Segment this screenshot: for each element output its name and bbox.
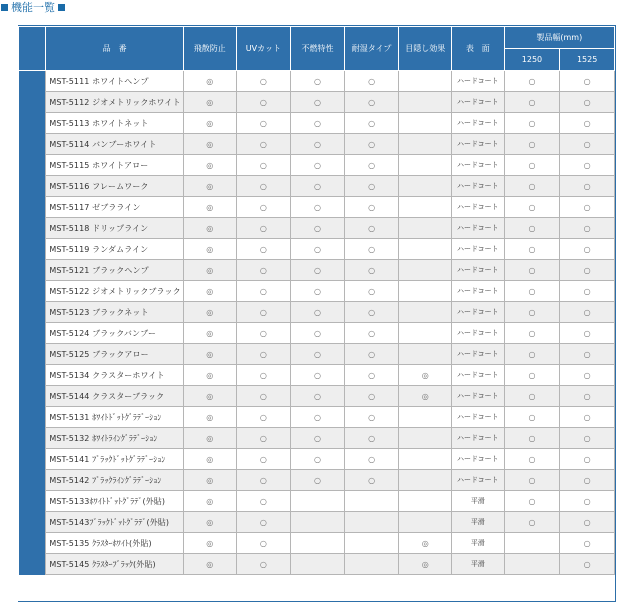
water-mark <box>344 554 399 575</box>
water-mark: ○ <box>344 260 399 281</box>
scatter-mark: ◎ <box>183 134 236 155</box>
uv-mark: ○ <box>236 491 291 512</box>
privacy-mark <box>399 176 452 197</box>
product-name: MST-5123 ブラックネット <box>46 302 184 323</box>
product-name: MST-5117 ゼブラライン <box>46 197 184 218</box>
privacy-mark <box>399 155 452 176</box>
uv-mark: ○ <box>236 260 291 281</box>
row-side-cell <box>19 92 46 113</box>
row-side-cell <box>19 344 46 365</box>
width-1525-mark: ○ <box>560 491 615 512</box>
width-1250-mark: ○ <box>504 134 560 155</box>
scatter-mark: ◎ <box>183 554 236 575</box>
uv-mark: ○ <box>236 344 291 365</box>
row-side-cell <box>19 260 46 281</box>
scatter-mark: ◎ <box>183 113 236 134</box>
scatter-mark: ◎ <box>183 491 236 512</box>
privacy-mark: ◎ <box>399 365 452 386</box>
nonflam-mark: ○ <box>291 428 345 449</box>
table-row <box>19 155 615 176</box>
nonflam-mark: ○ <box>291 386 345 407</box>
width-1525-mark: ○ <box>560 533 615 554</box>
scatter-mark: ◎ <box>183 176 236 197</box>
scatter-mark: ◎ <box>183 533 236 554</box>
nonflam-mark <box>291 491 345 512</box>
uv-mark: ○ <box>236 365 291 386</box>
nonflam-mark <box>291 554 345 575</box>
nonflam-mark: ○ <box>291 134 345 155</box>
row-side-cell <box>19 554 46 575</box>
table-row <box>19 281 615 302</box>
width-1250-mark: ○ <box>504 449 560 470</box>
privacy-mark: ◎ <box>399 554 452 575</box>
width-1525-mark: ○ <box>560 197 615 218</box>
width-1250-mark <box>504 533 560 554</box>
scatter-mark: ◎ <box>183 344 236 365</box>
row-side-cell <box>19 407 46 428</box>
nonflam-mark <box>291 512 345 533</box>
width-1250-mark: ○ <box>504 197 560 218</box>
square-bullet-icon <box>1 4 8 11</box>
water-mark: ○ <box>344 176 399 197</box>
product-name: MST-5132 ﾎﾜｲﾄﾗｲﾝｸﾞﾗﾃﾞｰｼｮﾝ <box>46 428 184 449</box>
uv-mark: ○ <box>236 533 291 554</box>
row-side-cell <box>19 449 46 470</box>
water-mark <box>344 491 399 512</box>
width-1525-mark: ○ <box>560 428 615 449</box>
table-row <box>19 407 615 428</box>
scatter-mark: ◎ <box>183 386 236 407</box>
product-name: MST-5131 ﾎﾜｲﾄﾄﾞｯﾄｸﾞﾗﾃﾞｰｼｮﾝ <box>46 407 184 428</box>
square-bullet-icon <box>58 4 65 11</box>
table-row <box>19 176 615 197</box>
scatter-mark: ◎ <box>183 302 236 323</box>
product-name: MST-5116 フレームワーク <box>46 176 184 197</box>
water-mark: ○ <box>344 92 399 113</box>
table-row <box>19 512 615 533</box>
width-1250-mark: ○ <box>504 512 560 533</box>
header-side-cell <box>19 27 46 71</box>
privacy-mark <box>399 428 452 449</box>
privacy-mark <box>399 449 452 470</box>
privacy-mark <box>399 323 452 344</box>
product-name: MST-5122 ジオメトリックブラック <box>46 281 184 302</box>
uv-mark: ○ <box>236 176 291 197</box>
table-row <box>19 134 615 155</box>
product-name: MST-5114 バンブーホワイト <box>46 134 184 155</box>
width-1525-mark: ○ <box>560 449 615 470</box>
table-row <box>19 470 615 491</box>
scatter-mark: ◎ <box>183 92 236 113</box>
surface-type: 平滑 <box>452 533 505 554</box>
water-mark: ○ <box>344 428 399 449</box>
nonflam-mark: ○ <box>291 323 345 344</box>
water-mark: ○ <box>344 449 399 470</box>
row-side-cell <box>19 386 46 407</box>
uv-mark: ○ <box>236 134 291 155</box>
width-1525-mark: ○ <box>560 470 615 491</box>
width-1525-mark: ○ <box>560 218 615 239</box>
width-1250-mark: ○ <box>504 92 560 113</box>
width-1525-mark: ○ <box>560 281 615 302</box>
surface-type: ハードコート <box>452 218 505 239</box>
surface-type: 平滑 <box>452 491 505 512</box>
feature-table-container <box>18 25 616 602</box>
privacy-mark: ◎ <box>399 386 452 407</box>
surface-type: ハードコート <box>452 407 505 428</box>
product-name: MST-5121 ブラックヘンプ <box>46 260 184 281</box>
privacy-mark <box>399 302 452 323</box>
width-1525-mark: ○ <box>560 365 615 386</box>
product-name: MST-5144 クラスターブラック <box>46 386 184 407</box>
table-row <box>19 260 615 281</box>
width-1250-mark: ○ <box>504 386 560 407</box>
privacy-mark <box>399 470 452 491</box>
width-1525-mark: ○ <box>560 407 615 428</box>
uv-mark: ○ <box>236 239 291 260</box>
product-name: MST-5143ﾌﾞﾗｯｸﾄﾞｯﾄｸﾞﾗﾃﾞ(外貼) <box>46 512 184 533</box>
surface-type: ハードコート <box>452 302 505 323</box>
privacy-mark <box>399 407 452 428</box>
width-1525-mark: ○ <box>560 260 615 281</box>
feature-table-body <box>19 71 615 575</box>
header-water: 耐湿タイプ <box>344 27 399 71</box>
surface-type: ハードコート <box>452 470 505 491</box>
nonflam-mark: ○ <box>291 302 345 323</box>
width-1250-mark: ○ <box>504 281 560 302</box>
section-heading-text: 機能一覧 <box>11 1 55 14</box>
uv-mark: ○ <box>236 197 291 218</box>
row-side-cell <box>19 71 46 92</box>
row-side-cell <box>19 155 46 176</box>
privacy-mark <box>399 197 452 218</box>
width-1525-mark: ○ <box>560 92 615 113</box>
privacy-mark <box>399 491 452 512</box>
row-side-cell <box>19 470 46 491</box>
width-1250-mark: ○ <box>504 407 560 428</box>
privacy-mark: ◎ <box>399 533 452 554</box>
table-row <box>19 113 615 134</box>
nonflam-mark: ○ <box>291 407 345 428</box>
width-1250-mark: ○ <box>504 428 560 449</box>
surface-type: ハードコート <box>452 386 505 407</box>
privacy-mark <box>399 512 452 533</box>
privacy-mark <box>399 281 452 302</box>
row-side-cell <box>19 491 46 512</box>
scatter-mark: ◎ <box>183 260 236 281</box>
width-1525-mark: ○ <box>560 554 615 575</box>
width-1525-mark: ○ <box>560 176 615 197</box>
header-scatter: 飛散防止 <box>183 27 236 71</box>
water-mark: ○ <box>344 113 399 134</box>
privacy-mark <box>399 113 452 134</box>
row-side-cell <box>19 281 46 302</box>
surface-type: ハードコート <box>452 428 505 449</box>
width-1525-mark: ○ <box>560 239 615 260</box>
row-side-cell <box>19 176 46 197</box>
width-1250-mark: ○ <box>504 470 560 491</box>
nonflam-mark: ○ <box>291 71 345 92</box>
surface-type: ハードコート <box>452 365 505 386</box>
nonflam-mark <box>291 533 345 554</box>
privacy-mark <box>399 260 452 281</box>
water-mark: ○ <box>344 197 399 218</box>
header-width-group: 製品幅(mm) <box>504 27 614 49</box>
surface-type: ハードコート <box>452 134 505 155</box>
width-1525-mark: ○ <box>560 155 615 176</box>
width-1525-mark: ○ <box>560 134 615 155</box>
nonflam-mark: ○ <box>291 197 345 218</box>
uv-mark: ○ <box>236 71 291 92</box>
uv-mark: ○ <box>236 218 291 239</box>
nonflam-mark: ○ <box>291 449 345 470</box>
nonflam-mark: ○ <box>291 281 345 302</box>
privacy-mark <box>399 218 452 239</box>
width-1250-mark <box>504 554 560 575</box>
width-1525-mark: ○ <box>560 323 615 344</box>
row-side-cell <box>19 239 46 260</box>
nonflam-mark: ○ <box>291 344 345 365</box>
table-row <box>19 344 615 365</box>
water-mark: ○ <box>344 218 399 239</box>
privacy-mark <box>399 71 452 92</box>
width-1250-mark: ○ <box>504 365 560 386</box>
nonflam-mark: ○ <box>291 239 345 260</box>
uv-mark: ○ <box>236 449 291 470</box>
uv-mark: ○ <box>236 302 291 323</box>
row-side-cell <box>19 134 46 155</box>
scatter-mark: ◎ <box>183 155 236 176</box>
product-name: MST-5145 ｸﾗｽﾀｰﾌﾞﾗｯｸ(外貼) <box>46 554 184 575</box>
scatter-mark: ◎ <box>183 281 236 302</box>
table-row <box>19 302 615 323</box>
uv-mark: ○ <box>236 407 291 428</box>
uv-mark: ○ <box>236 323 291 344</box>
width-1525-mark: ○ <box>560 386 615 407</box>
water-mark: ○ <box>344 281 399 302</box>
uv-mark: ○ <box>236 428 291 449</box>
water-mark: ○ <box>344 155 399 176</box>
width-1250-mark: ○ <box>504 71 560 92</box>
scatter-mark: ◎ <box>183 428 236 449</box>
scatter-mark: ◎ <box>183 239 236 260</box>
nonflam-mark: ○ <box>291 260 345 281</box>
product-name: MST-5112 ジオメトリックホワイト <box>46 92 184 113</box>
water-mark: ○ <box>344 323 399 344</box>
table-row <box>19 323 615 344</box>
uv-mark: ○ <box>236 281 291 302</box>
privacy-mark <box>399 344 452 365</box>
scatter-mark: ◎ <box>183 323 236 344</box>
table-row <box>19 218 615 239</box>
nonflam-mark: ○ <box>291 470 345 491</box>
scatter-mark: ◎ <box>183 365 236 386</box>
water-mark: ○ <box>344 134 399 155</box>
product-name: MST-5111 ホワイトヘンプ <box>46 71 184 92</box>
feature-table <box>18 26 615 575</box>
nonflam-mark: ○ <box>291 113 345 134</box>
uv-mark: ○ <box>236 512 291 533</box>
row-side-cell <box>19 113 46 134</box>
product-name: MST-5135 ｸﾗｽﾀｰﾎﾜｲﾄ(外貼) <box>46 533 184 554</box>
width-1250-mark: ○ <box>504 491 560 512</box>
surface-type: ハードコート <box>452 239 505 260</box>
surface-type: 平滑 <box>452 512 505 533</box>
surface-type: 平滑 <box>452 554 505 575</box>
water-mark <box>344 533 399 554</box>
scatter-mark: ◎ <box>183 218 236 239</box>
row-side-cell <box>19 428 46 449</box>
scatter-mark: ◎ <box>183 407 236 428</box>
product-name: MST-5134 クラスターホワイト <box>46 365 184 386</box>
table-row <box>19 92 615 113</box>
row-side-cell <box>19 197 46 218</box>
surface-type: ハードコート <box>452 113 505 134</box>
nonflam-mark: ○ <box>291 365 345 386</box>
water-mark: ○ <box>344 302 399 323</box>
width-1525-mark: ○ <box>560 302 615 323</box>
surface-type: ハードコート <box>452 281 505 302</box>
surface-type: ハードコート <box>452 449 505 470</box>
width-1250-mark: ○ <box>504 302 560 323</box>
water-mark: ○ <box>344 344 399 365</box>
row-side-cell <box>19 323 46 344</box>
uv-mark: ○ <box>236 155 291 176</box>
table-row <box>19 449 615 470</box>
water-mark: ○ <box>344 239 399 260</box>
privacy-mark <box>399 239 452 260</box>
water-mark: ○ <box>344 365 399 386</box>
row-side-cell <box>19 218 46 239</box>
product-name: MST-5125 ブラックアロー <box>46 344 184 365</box>
table-row <box>19 554 615 575</box>
width-1250-mark: ○ <box>504 323 560 344</box>
header-name: 品 番 <box>46 27 184 71</box>
water-mark: ○ <box>344 407 399 428</box>
row-side-cell <box>19 302 46 323</box>
table-row <box>19 365 615 386</box>
uv-mark: ○ <box>236 554 291 575</box>
section-heading <box>0 0 68 16</box>
scatter-mark: ◎ <box>183 71 236 92</box>
surface-type: ハードコート <box>452 71 505 92</box>
uv-mark: ○ <box>236 92 291 113</box>
scatter-mark: ◎ <box>183 470 236 491</box>
product-name: MST-5142 ﾌﾞﾗｯｸﾗｲﾝｸﾞﾗﾃﾞｰｼｮﾝ <box>46 470 184 491</box>
nonflam-mark: ○ <box>291 155 345 176</box>
table-row <box>19 197 615 218</box>
table-row <box>19 491 615 512</box>
nonflam-mark: ○ <box>291 176 345 197</box>
width-1525-mark: ○ <box>560 113 615 134</box>
width-1525-mark: ○ <box>560 71 615 92</box>
product-name: MST-5118 ドリップライン <box>46 218 184 239</box>
width-1250-mark: ○ <box>504 344 560 365</box>
product-name: MST-5124 ブラックバンブー <box>46 323 184 344</box>
surface-type: ハードコート <box>452 323 505 344</box>
header-privacy: 目隠し効果 <box>399 27 452 71</box>
scatter-mark: ◎ <box>183 197 236 218</box>
width-1250-mark: ○ <box>504 239 560 260</box>
scatter-mark: ◎ <box>183 449 236 470</box>
product-name: MST-5141 ﾌﾞﾗｯｸﾄﾞｯﾄｸﾞﾗﾃﾞｰｼｮﾝ <box>46 449 184 470</box>
surface-type: ハードコート <box>452 197 505 218</box>
width-1250-mark: ○ <box>504 176 560 197</box>
table-row <box>19 386 615 407</box>
width-1250-mark: ○ <box>504 113 560 134</box>
surface-type: ハードコート <box>452 155 505 176</box>
table-row <box>19 533 615 554</box>
nonflam-mark: ○ <box>291 218 345 239</box>
width-1250-mark: ○ <box>504 218 560 239</box>
privacy-mark <box>399 92 452 113</box>
row-side-cell <box>19 512 46 533</box>
uv-mark: ○ <box>236 113 291 134</box>
header-uv: UVカット <box>236 27 291 71</box>
water-mark <box>344 512 399 533</box>
product-name: MST-5133ﾎﾜｲﾄﾄﾞｯﾄｸﾞﾗﾃﾞ(外貼) <box>46 491 184 512</box>
width-1250-mark: ○ <box>504 155 560 176</box>
header-nonflam: 不燃特性 <box>291 27 345 71</box>
table-row <box>19 71 615 92</box>
table-row <box>19 239 615 260</box>
water-mark: ○ <box>344 470 399 491</box>
product-name: MST-5119 ランダムライン <box>46 239 184 260</box>
nonflam-mark: ○ <box>291 92 345 113</box>
product-name: MST-5113 ホワイトネット <box>46 113 184 134</box>
surface-type: ハードコート <box>452 260 505 281</box>
surface-type: ハードコート <box>452 176 505 197</box>
header-width-1525: 1525 <box>560 49 615 71</box>
uv-mark: ○ <box>236 470 291 491</box>
water-mark: ○ <box>344 386 399 407</box>
scatter-mark: ◎ <box>183 512 236 533</box>
header-surface: 表 面 <box>452 27 505 71</box>
surface-type: ハードコート <box>452 344 505 365</box>
water-mark: ○ <box>344 71 399 92</box>
table-row <box>19 428 615 449</box>
width-1250-mark: ○ <box>504 260 560 281</box>
row-side-cell <box>19 533 46 554</box>
width-1525-mark: ○ <box>560 512 615 533</box>
header-width-1250: 1250 <box>504 49 560 71</box>
row-side-cell <box>19 365 46 386</box>
surface-type: ハードコート <box>452 92 505 113</box>
privacy-mark <box>399 134 452 155</box>
uv-mark: ○ <box>236 386 291 407</box>
width-1525-mark: ○ <box>560 344 615 365</box>
product-name: MST-5115 ホワイトアロー <box>46 155 184 176</box>
